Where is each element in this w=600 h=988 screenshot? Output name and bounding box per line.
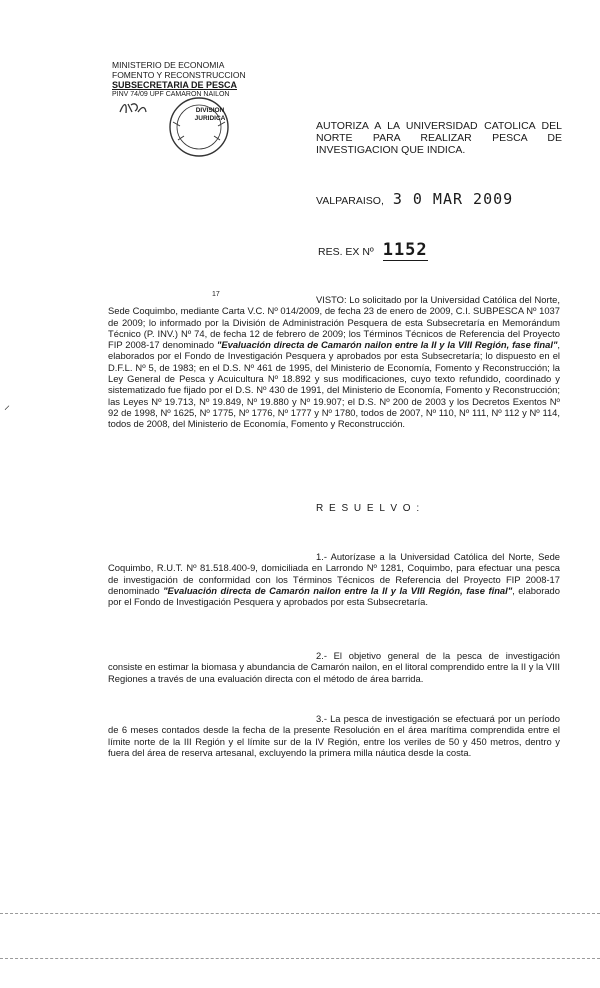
margin-check-mark: ⸝ [4, 398, 11, 412]
resolution-number: 1152 [382, 240, 428, 260]
letterhead-ministry: MINISTERIO DE ECONOMIA [112, 60, 225, 70]
clause-1: 1.- Autorízase a la Universidad Católica del Norte, Sede Coquimbo, R.U.T. Nº 81.518.400-9, domiciliada en Larrondo Nº 1281, Coquimbo, para efectuar una pesca de investigación de conformidad con los Términos Técnicos de Referencia del Proyecto FIP 2008-17 denominado "Evaluación directa de Camarón nailon entre la II y la VIII Región, fase final", elaborado por el Fondo de Investigación Pesquera y aprobados por esta Subsecretaría. [108, 551, 560, 608]
visto-label: VISTO: [316, 294, 347, 305]
stamp-label: DIVISION JURIDICA [194, 107, 226, 122]
resuelvo-heading: R E S U E L V O : [316, 503, 421, 514]
clause-1-project-title: "Evaluación directa de Camarón nailon entre la II y la VIII Región, fase final" [163, 584, 513, 596]
clause-3-number: 3.- [316, 713, 327, 724]
scan-edge-line [0, 913, 600, 914]
document-subject: AUTORIZA A LA UNIVERSIDAD CATOLICA DEL NORTE PARA REALIZAR PESCA DE INVESTIGACION QUE INDICA. [316, 120, 562, 156]
letterhead [112, 60, 272, 100]
division-juridica-seal [168, 96, 230, 158]
letterhead-subsecretaria: SUBSECRETARIA DE PESCA [112, 80, 238, 90]
letterhead-reference: PINV 74/09 UPF CAMARON NAILON [112, 91, 230, 98]
clause-3: 3.- La pesca de investigación se efectuará por un período de 6 meses contados desde la fecha de la presente Resolución en el área marítima comprendida entre el límite norte de la III Región y el límite sur de la IV Región, entre los veriles de 50 y 450 metros, dentro y fuera del área de reserva artesanal, excluyendo la primera milla náutica desde la costa. [108, 713, 560, 758]
project-title: "Evaluación directa de Camarón nailon entre la II y la VIII Región, fase final" [216, 339, 558, 351]
resolution-number-line [318, 240, 428, 260]
clause-2: 2.- El objetivo general de la pesca de investigación consiste en estimar la biomasa y abundancia de Camarón nailon, en el litoral comprendido entre la II y la VIII Regiones a través de una evaluación directa con el método de área barrida. [108, 650, 560, 684]
scan-edge-line-2 [0, 958, 600, 959]
visto-paragraph: VISTO: Lo solicitado por la Universidad Católica del Norte, Sede Coquimbo, mediante Carta V.C. Nº 014/2009, de fecha 23 de enero de 2009, C.I. SUBPESCA Nº 1037 de 2009; lo informado por la División de Administración Pesquera de esta Subsecretaría en Memorándum Técnico (P. INV.) Nº 74, de fecha 12 de febrero de 2009; los Términos Técnicos de Referencia del Proyecto FIP 2008-17 denominado "Evaluación directa de Camarón nailon entre la II y la VIII Región, fase final", elaborados por el Fondo de Investigación Pesquera y aprobados por esta Subsecretaría; lo dispuesto en el D.F.L. Nº 5, de 1983; en el D.S. Nº 461 de 1995, del Ministerio de Economía, Fomento y Reconstrucción; la Ley General de Pesca y Acuicultura Nº 18.892 y sus modificaciones, cuyo texto refundido, coordinado y sistematizado fue fijado por el D.S. Nº 430 de 1991, del Ministerio de Economía, Fomento y Reconstrucción; las Leyes Nº 19.713, Nº 19.849, Nº 19.880 y Nº 19.907; el D.S. Nº 200 de 2003 y los Decretos Exentos Nº 92 de 1998, Nº 1625, Nº 1775, Nº 1776, Nº 1777 y Nº 1780, todos de 2007, Nº 110, Nº 111, Nº 112 y Nº 114, todos de 2008, del Ministerio de Economía, Fomento y Reconstrucción. [108, 294, 560, 430]
initials-signature [118, 100, 148, 116]
letterhead-ministry-2: FOMENTO Y RECONSTRUCCION [112, 70, 246, 80]
date-stamp: 3 0 MAR 2009 [392, 190, 514, 208]
clause-1-number: 1.- [316, 551, 327, 562]
clause-2-number: 2.- [316, 650, 327, 661]
resolution-label: RES. EX Nº [318, 246, 374, 258]
place-date [316, 190, 513, 208]
margin-note: 17 [212, 291, 220, 298]
place: VALPARAISO, [316, 195, 384, 207]
